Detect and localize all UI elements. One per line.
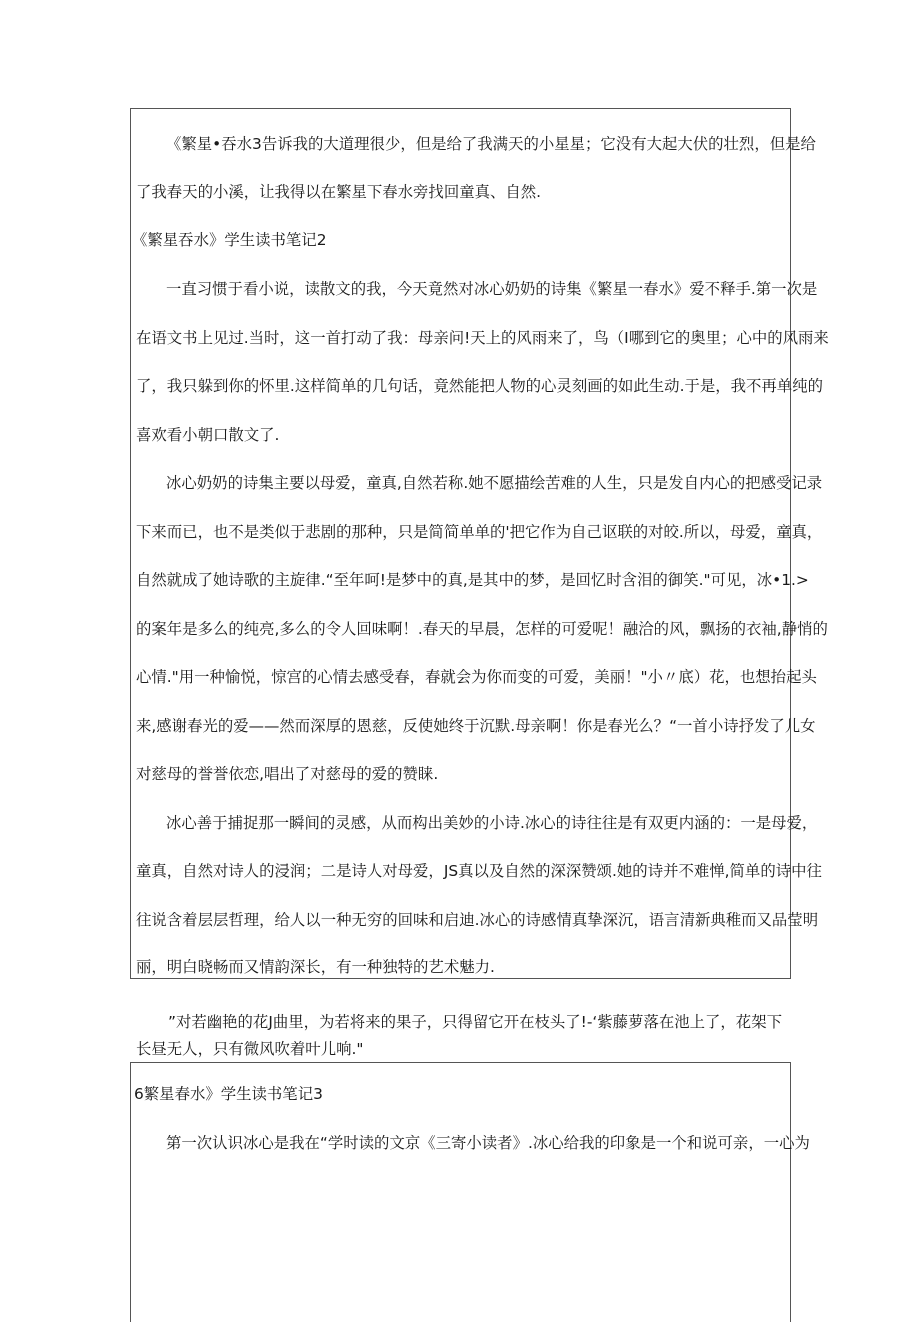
paragraph-4-line: 往说含着层层哲理，给人以一种无穷的回味和启迪.冰心的诗感情真挚深沉，语言清新典稚而又品莹明 bbox=[136, 911, 819, 929]
paragraph-3-line: 心情."用一种愉悦，惊宫的心情去感受春，春就会为你而变的可爱，美丽！"小〃底）花，也想抬起头 bbox=[136, 668, 817, 686]
paragraph-3-line: 对慈母的誉誉依恋,唱出了对慈母的爱的赞睐. bbox=[136, 765, 439, 783]
paragraph-1-line: 《繁星•吞水3告诉我的大道理很少，但是给了我满天的小星星；它没有大起大伏的壮烈，但是给 bbox=[166, 135, 816, 153]
paragraph-4-line: 丽，明白晓畅而又情韵深长，有一种独特的艺术魅力. bbox=[136, 958, 495, 976]
paragraph-2-line: 在语文书上见过.当时，这一首打动了我：母亲问!天上的风雨来了，鸟（I哪到它的奥里；心中的风雨来 bbox=[136, 329, 829, 347]
heading-reading-note-3: 6繁星春水》学生读书笔记3 bbox=[134, 1085, 323, 1103]
paragraph-3-line: 来,感谢春光的爱——然而深厚的恩慈，反使她终于沉默.母亲啊！你是春光么？“一首小诗抒发了儿女 bbox=[136, 717, 816, 735]
paragraph-3-line: 冰心奶奶的诗集主要以母爱，童真,自然若称.她不愿描绘苦难的人生，只是发自内心的把感受记录 bbox=[166, 474, 823, 492]
heading-reading-note-2: 《繁星吞水》学生读书笔记2 bbox=[132, 231, 327, 249]
quote-line: 长昼无人，只有微风吹着叶儿响." bbox=[136, 1040, 364, 1058]
paragraph-3-line: 自然就成了她诗歌的主旋律.“至年呵!是梦中的真,是其中的梦，是回忆时含泪的御笑."可见，冰•1.> bbox=[136, 571, 809, 589]
paragraph-2-line: 了，我只躲到你的怀里.这样简单的几句话，竟然能把人物的心灵刻画的如此生动.于是，我不再单纯的 bbox=[136, 377, 823, 395]
paragraph-2-line: 喜欢看小朝口散文了. bbox=[136, 426, 280, 444]
paragraph-5-line: 第一次认识冰心是我在“学时读的文京《三寄小读者》.冰心给我的印象是一个和说可亲，一心为 bbox=[166, 1134, 810, 1152]
paragraph-1-line: 了我春天的小溪，让我得以在繁星下春水旁找回童真、自然. bbox=[136, 183, 542, 201]
paragraph-4-line: 冰心善于捕捉那一瞬间的灵感，从而构出美妙的小诗.冰心的诗往往是有双更内涵的：一是母爱， bbox=[166, 814, 818, 832]
paragraph-3-line: 的案年是多么的纯亮,多么的令人回味啊！.春天的早晨，怎样的可爱呢！融洽的风，飘扬的衣袖,静悄的 bbox=[136, 620, 828, 638]
paragraph-4-line: 童真，自然对诗人的浸润；二是诗人对母爱，JS真以及自然的深深赞颂.她的诗并不难惮,简单的诗中往 bbox=[136, 862, 822, 880]
quote-line: ”对若幽艳的花J曲里，为若将来的果子，只得留它开在枝头了!-‘紫藤萝落在池上了，花架下 bbox=[168, 1013, 782, 1031]
paragraph-2-line: 一直习惯于看小说，读散文的我，今天竟然对冰心奶奶的诗集《繁星一春水》爱不释手.第一次是 bbox=[166, 280, 818, 298]
paragraph-3-line: 下来而已，也不是类似于悲剧的那种，只是简简单单的'把它作为自己讴联的对皎.所以，母爱，童真， bbox=[136, 523, 823, 541]
